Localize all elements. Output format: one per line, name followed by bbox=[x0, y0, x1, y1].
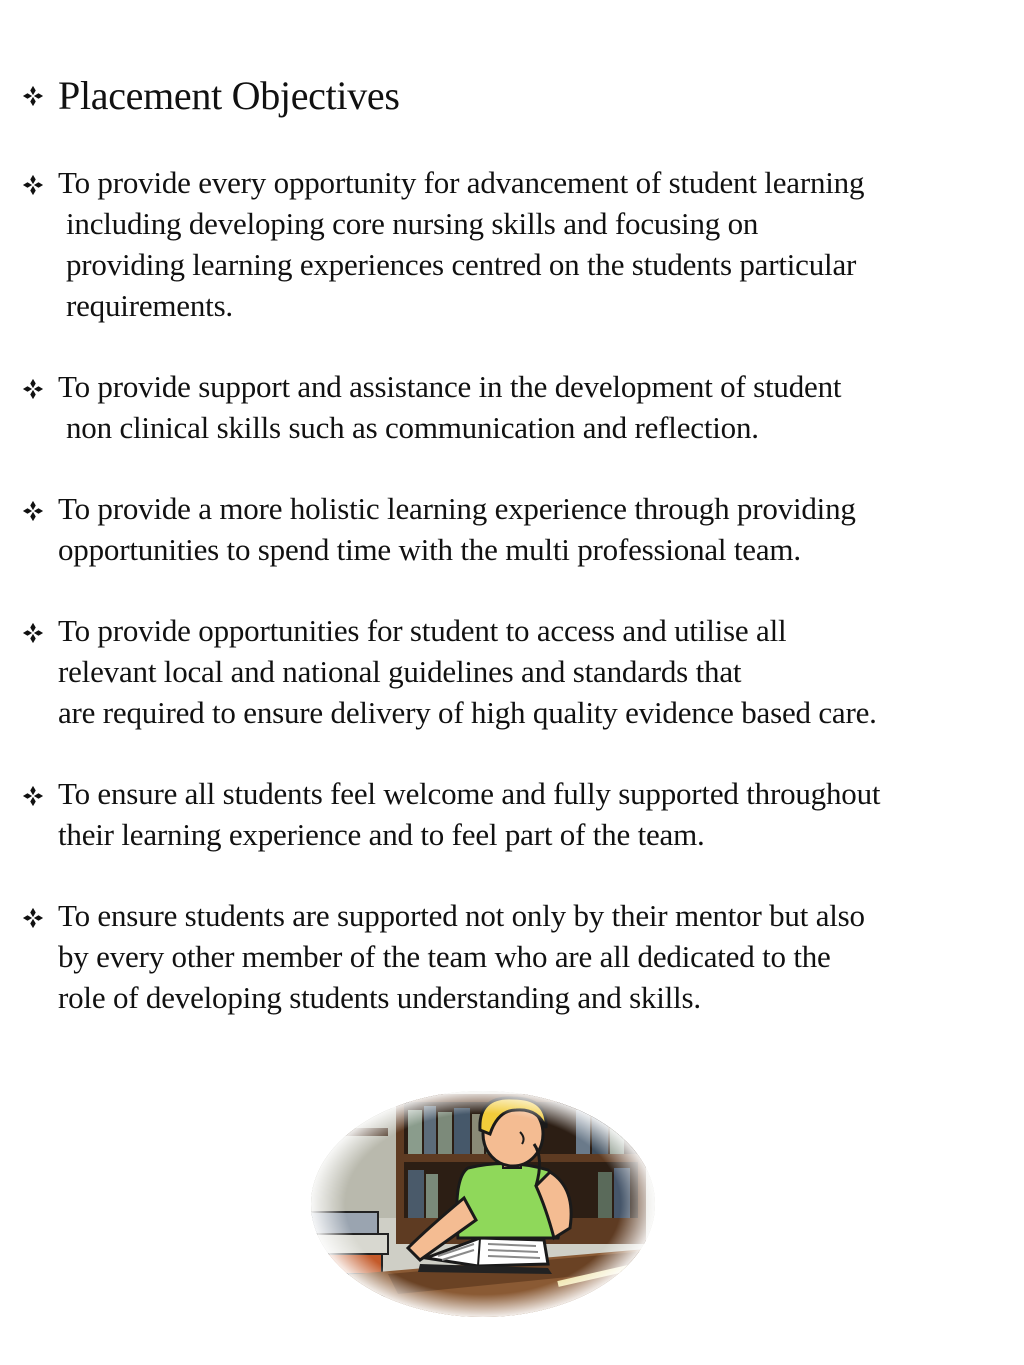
four-petal-diamond-icon bbox=[22, 622, 44, 644]
objective-item bbox=[22, 162, 1012, 326]
objective-line: relevant local and national guidelines and standards that bbox=[58, 654, 742, 689]
objective-item bbox=[22, 773, 1012, 855]
objectives-list bbox=[22, 162, 1012, 1058]
objective-line: non clinical skills such as communication and reflection. bbox=[66, 410, 759, 445]
objective-line: To provide support and assistance in the development of student bbox=[58, 369, 842, 404]
four-petal-diamond-icon bbox=[22, 174, 44, 196]
objective-line: requirements. bbox=[66, 288, 233, 323]
title-text: Placement Objectives bbox=[58, 73, 400, 118]
four-petal-diamond-icon bbox=[22, 500, 44, 522]
objective-line: To provide a more holistic learning experience through providing bbox=[58, 491, 856, 526]
objective-item bbox=[22, 610, 1012, 733]
objective-line: To provide opportunities for student to access and utilise all bbox=[58, 613, 787, 648]
four-petal-diamond-icon bbox=[22, 907, 44, 929]
objective-line: To ensure students are supported not only by their mentor but also bbox=[58, 898, 865, 933]
page-title bbox=[22, 72, 400, 119]
four-petal-diamond-icon bbox=[22, 785, 44, 807]
objective-line: including developing core nursing skills and focusing on bbox=[66, 206, 759, 241]
objective-line: providing learning experiences centred on the students particular bbox=[66, 247, 857, 282]
four-petal-diamond-icon bbox=[22, 378, 44, 400]
objective-line: their learning experience and to feel part of the team. bbox=[58, 817, 705, 852]
objective-line: by every other member of the team who are all dedicated to the bbox=[58, 939, 831, 974]
objective-line: are required to ensure delivery of high quality evidence based care. bbox=[58, 695, 877, 730]
objective-item bbox=[22, 366, 1012, 448]
objective-item bbox=[22, 488, 1012, 570]
objective-line: opportunities to spend time with the multi professional team. bbox=[58, 532, 801, 567]
student-reading-illustration bbox=[308, 1088, 658, 1320]
objective-line: To ensure all students feel welcome and fully supported throughout bbox=[58, 776, 881, 811]
four-petal-diamond-icon bbox=[22, 85, 44, 107]
objective-line: role of developing students understanding and skills. bbox=[58, 980, 701, 1015]
objective-item bbox=[22, 895, 1012, 1018]
objective-line: To provide every opportunity for advancement of student learning bbox=[58, 165, 865, 200]
